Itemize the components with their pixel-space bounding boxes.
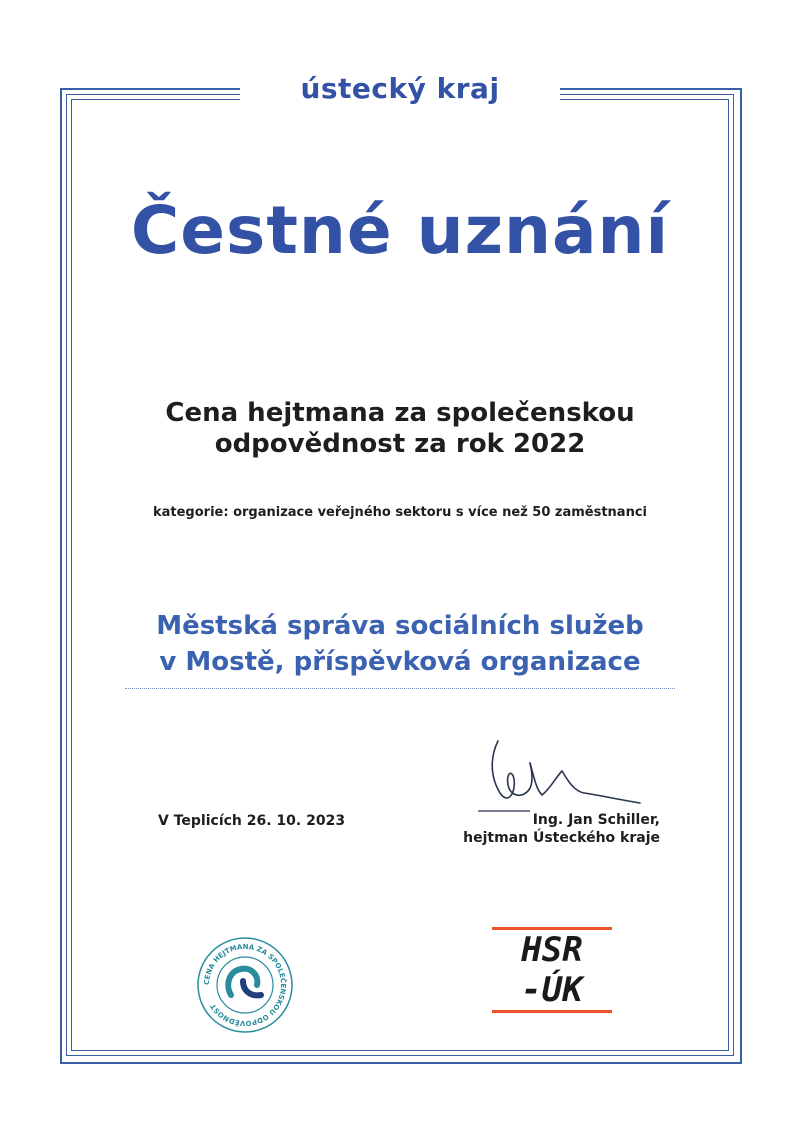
hsr-logo-line-2: -ÚK: [521, 970, 583, 1010]
award-line-2: odpovědnost za rok 2022: [214, 429, 586, 459]
signer-name: Ing. Jan Schiller,: [532, 812, 660, 828]
recipient-name: [0, 608, 800, 680]
brand-logo: ústecký kraj: [300, 72, 500, 105]
place-date: V Teplicích 26. 10. 2023: [158, 813, 346, 829]
award-line-1: Cena hejtmana za společenskou: [165, 398, 635, 428]
svg-text:CENA HEJTMANA ZA SPOLEČENSKOU: CENA HEJTMANA ZA SPOLEČENSKOU ODPOVĚDNOST: [202, 942, 288, 1028]
recipient-line-2: v Mostě, příspěvková organizace: [159, 647, 641, 677]
signer-role: hejtman Ústeckého kraje: [463, 830, 660, 846]
dotted-divider: [125, 688, 675, 689]
recipient-line-1: Městská správa sociálních služeb: [156, 611, 644, 641]
award-name: [0, 398, 800, 460]
award-seal-logo: [195, 935, 295, 1035]
certificate-title: Čestné uznání: [130, 192, 670, 269]
hsr-logo-line-1: HSR: [521, 930, 583, 970]
award-category: kategorie: organizace veřejného sektoru s více než 50 zaměstnanci: [152, 505, 648, 520]
handwritten-signature: [470, 733, 650, 823]
signer-block: [430, 811, 660, 847]
hsr-logo-bottom-line: [492, 1010, 612, 1013]
hsr-uk-logo: [492, 927, 612, 1032]
